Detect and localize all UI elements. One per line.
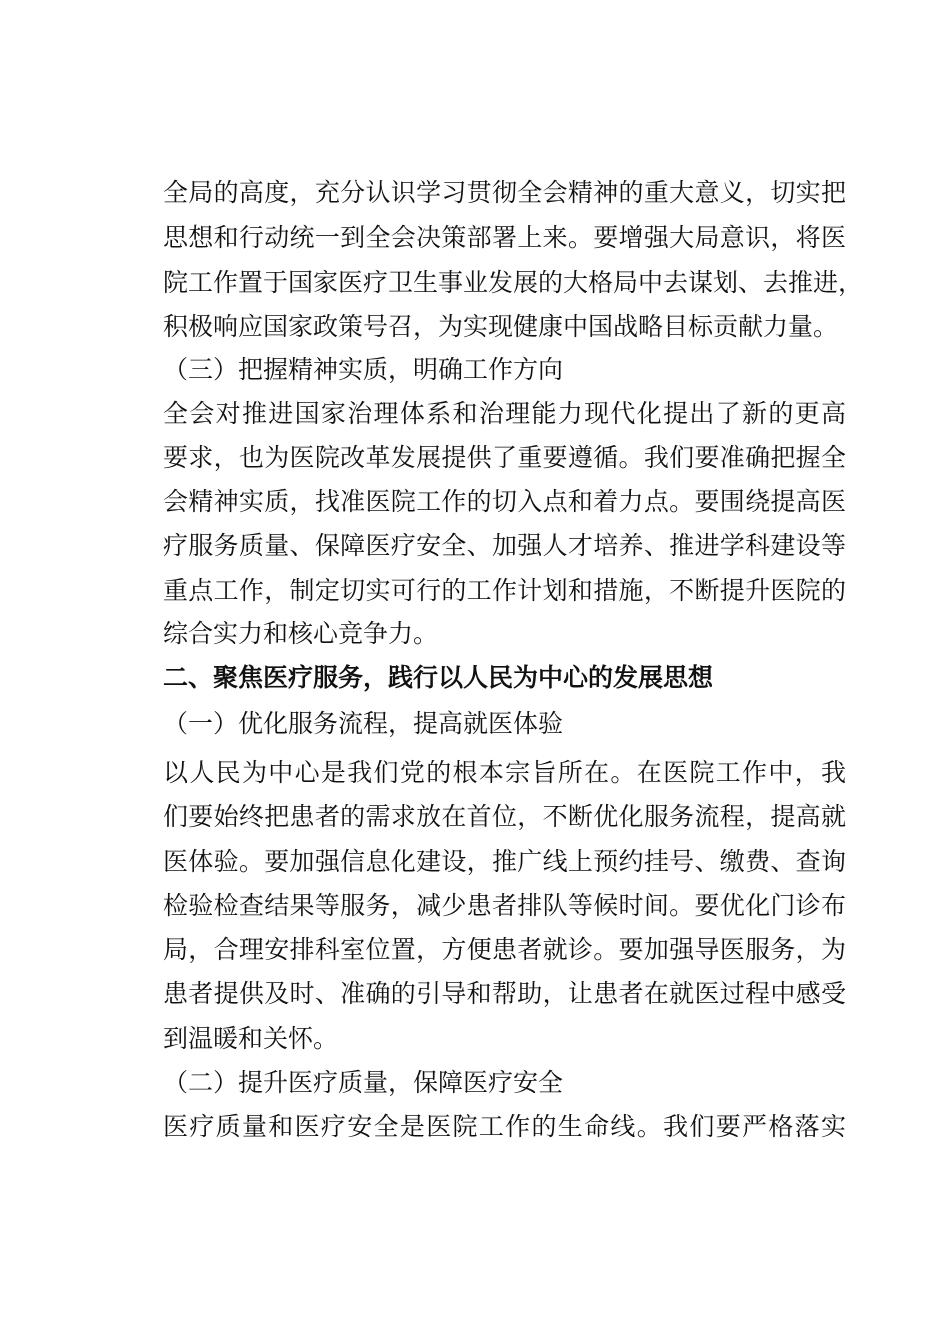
body-text-line: 院工作置于国家医疗卫生事业发展的大格局中去谋划、去推进，	[163, 268, 864, 297]
body-text-line: 疗服务质量、保障医疗安全、加强人才培养、推进学科建设等	[163, 531, 846, 560]
body-text-line: 患者提供及时、准确的引导和帮助，让患者在就医过程中感受	[163, 979, 846, 1008]
subsection-heading: （一）优化服务流程，提高就医体验	[163, 709, 564, 738]
body-text-line: 局，合理安排科室位置，方便患者就诊。要加强导医服务，为	[163, 935, 846, 964]
section-heading: 二、聚焦医疗服务，践行以人民为中心的发展思想	[163, 663, 714, 692]
body-text-line: 检验检查结果等服务，减少患者排队等候时间。要优化门诊布	[163, 891, 846, 920]
body-text-line: 到温暖和关怀。	[163, 1024, 339, 1053]
subsection-heading: （三）把握精神实质，明确工作方向	[163, 355, 564, 384]
body-text-line: 医体验。要加强信息化建设，推广线上预约挂号、缴费、查询	[163, 847, 846, 876]
body-text-line: 要求，也为医院改革发展提供了重要遵循。我们要准确把握全	[163, 443, 846, 472]
body-text-line: 思想和行动统一到全会决策部署上来。要增强大局意识，将医	[163, 223, 846, 252]
body-text-line: 医疗质量和医疗安全是医院工作的生命线。我们要严格落实	[163, 1112, 846, 1141]
body-text-line: 会精神实质，找准医院工作的切入点和着力点。要围绕提高医	[163, 487, 846, 516]
body-text-line: 重点工作，制定切实可行的工作计划和措施，不断提升医院的	[163, 576, 846, 605]
body-text-line: 们要始终把患者的需求放在首位，不断优化服务流程，提高就	[163, 802, 846, 831]
body-text-line: 以人民为中心是我们党的根本宗旨所在。在医院工作中，我	[163, 758, 846, 787]
body-text-line: 全局的高度，充分认识学习贯彻全会精神的重大意义，切实把	[163, 178, 846, 207]
body-text-line: 积极响应国家政策号召，为实现健康中国战略目标贡献力量。	[163, 312, 839, 341]
body-text-line: 综合实力和核心竞争力。	[163, 619, 439, 648]
subsection-heading: （二）提升医疗质量，保障医疗安全	[163, 1068, 564, 1097]
body-text-line: 全会对推进国家治理体系和治理能力现代化提出了新的更高	[163, 399, 846, 428]
